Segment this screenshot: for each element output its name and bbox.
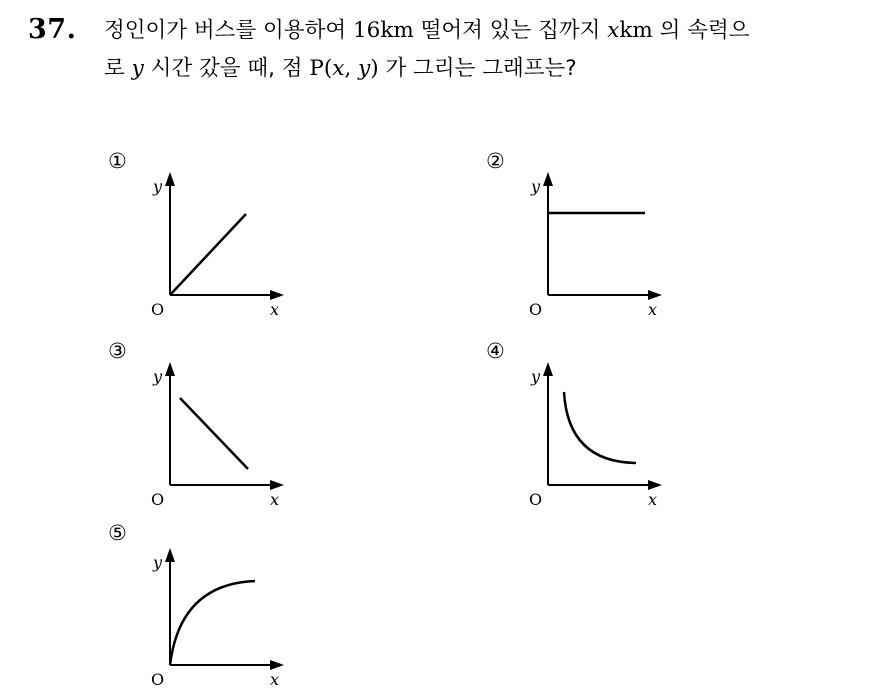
text-segment: 로 [104,56,132,81]
x-axis-arrow-icon [270,660,284,670]
comma: , [344,56,359,81]
variable-y: y [358,56,371,81]
text-segment: 시간 갔을 때, 점 [143,56,310,81]
graph-line [170,214,246,295]
choice-number: ② [486,149,505,173]
text-segment: 가 그리는 그래프는? [378,56,577,81]
origin-label: O [529,490,543,509]
y-axis-arrow-icon [165,548,175,562]
text-segment: 정인이가 버스를 이용하여 [104,18,353,43]
y-axis-label: y [153,177,163,196]
point-label: P( [309,56,333,81]
choice-1-graph [108,150,308,320]
origin-label: O [151,670,165,689]
choice-1[interactable] [108,150,308,320]
graph-curve [170,581,255,665]
x-axis-arrow-icon [648,290,662,300]
y-axis-arrow-icon [543,362,553,376]
origin-label: O [151,490,165,509]
question-line-2 [104,50,874,88]
x-axis-label: x [270,300,280,319]
choice-number: ④ [486,339,505,363]
choice-number: ⑤ [108,521,127,545]
choice-number: ① [108,149,127,173]
y-axis-arrow-icon [165,172,175,186]
graph-line [180,398,248,469]
text-segment: 의 속력으 [652,18,750,43]
question-number: 37. [28,14,77,45]
origin-label: O [529,300,543,319]
choice-3-graph [108,340,308,510]
choice-3[interactable] [108,340,308,510]
y-axis-label: y [531,177,541,196]
x-axis-label: x [270,670,280,689]
text-segment: 떨어져 있는 집까지 [413,18,608,43]
y-axis-label: y [531,367,541,386]
question-text [104,12,874,88]
distance-value: 16km [352,18,414,43]
choice-2[interactable] [486,150,686,320]
graph-curve [564,392,636,463]
variable-x: x [607,18,620,43]
y-axis-label: y [153,553,163,572]
variable-x: x [332,56,345,81]
choice-5[interactable] [108,522,308,692]
x-axis-label: x [648,490,658,509]
origin-label: O [151,300,165,319]
y-axis-label: y [153,367,163,386]
y-axis-arrow-icon [543,172,553,186]
choice-number: ③ [108,339,127,363]
choice-5-graph [108,522,308,692]
choice-2-graph [486,150,686,320]
x-axis-arrow-icon [648,480,662,490]
choice-4[interactable] [486,340,686,510]
question-line-1 [104,12,874,50]
paren-close: ) [370,56,379,81]
unit-km: km [619,18,653,43]
x-axis-label: x [648,300,658,319]
x-axis-label: x [270,490,280,509]
variable-y: y [131,56,144,81]
x-axis-arrow-icon [270,290,284,300]
x-axis-arrow-icon [270,480,284,490]
choice-4-graph [486,340,686,510]
y-axis-arrow-icon [165,362,175,376]
